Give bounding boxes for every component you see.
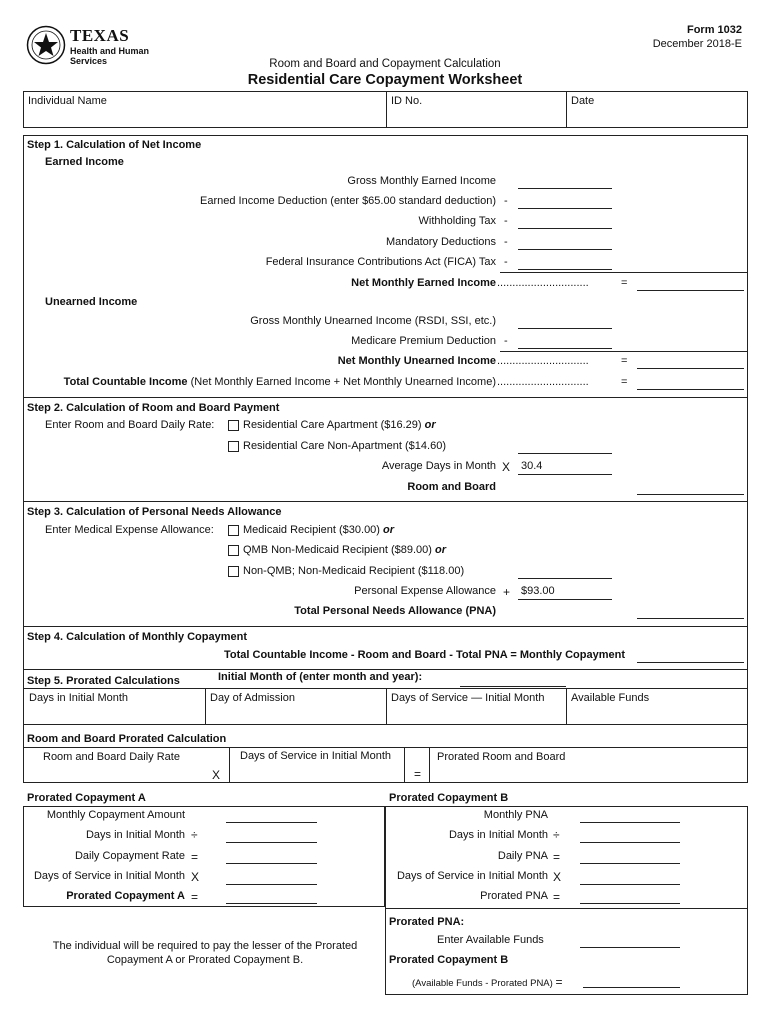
qmb-label: QMB Non-Medicaid Recipient ($89.00) or xyxy=(243,544,446,556)
logo-line3: Services xyxy=(70,56,108,66)
apartment-checkbox[interactable] xyxy=(228,420,239,431)
copay-a-monthly-input[interactable] xyxy=(226,822,317,823)
copay-b-days-label: Days in Initial Month xyxy=(448,829,548,841)
room-board-input[interactable] xyxy=(637,494,744,495)
total-pna-label: Total Personal Needs Allowance (PNA) xyxy=(294,605,496,617)
fica-input[interactable] xyxy=(518,269,612,270)
gross-earned-input[interactable] xyxy=(518,188,612,189)
non-qmb-checkbox[interactable] xyxy=(228,566,239,577)
enter-funds-label: Enter Available Funds xyxy=(437,934,544,946)
rb-x: X xyxy=(212,768,221,782)
copay-b-daily-pna-label: Daily PNA xyxy=(497,850,548,862)
rb-eq: = xyxy=(414,767,422,781)
copay-b-monthly-pna-label: Monthly PNA xyxy=(483,809,548,821)
total-countable-input[interactable] xyxy=(637,389,744,390)
net-unearned-input[interactable] xyxy=(637,368,744,369)
daily-rate-input[interactable] xyxy=(518,453,612,454)
logo-line2: Health and Human xyxy=(70,46,150,56)
step4-title: Step 4. Calculation of Monthly Copayment xyxy=(27,631,248,643)
copay-b-formula: (Available Funds - Prorated PNA) = xyxy=(412,975,563,989)
copay-b-service-label: Days of Service in Initial Month xyxy=(396,870,548,882)
copay-b-result-label: Prorated Copayment B xyxy=(389,954,509,966)
medical-allowance-input[interactable] xyxy=(518,578,612,579)
copay-a-service-label: Days of Service in Initial Month xyxy=(33,870,185,882)
earned-income-title: Earned Income xyxy=(45,156,124,168)
copay-b-prorated-pna-input[interactable] xyxy=(580,903,680,904)
form-date: December 2018-E xyxy=(652,38,742,50)
days-of-service-field[interactable]: Days of Service — Initial Month xyxy=(391,692,545,704)
medicaid-checkbox[interactable] xyxy=(228,525,239,536)
fica-label: Federal Insurance Contributions Act (FICA) Tax xyxy=(265,256,496,268)
earned-deduction-input[interactable] xyxy=(518,208,612,209)
copay-a-title: Prorated Copayment A xyxy=(27,792,146,804)
enter-rate-label: Enter Room and Board Daily Rate: xyxy=(45,419,215,431)
rb-prorated-field[interactable]: Prorated Room and Board xyxy=(437,751,566,763)
lesser-of-note: The individual will be required to pay the lesser of the Prorated Copayment A or Prorated Copayment B. xyxy=(52,940,358,966)
monthly-copayment-input[interactable] xyxy=(637,662,744,663)
personal-expense-value: $93.00 xyxy=(521,585,555,597)
mandatory-input[interactable] xyxy=(518,249,612,250)
enter-allowance-label: Enter Medical Expense Allowance: xyxy=(45,524,214,536)
step1-title: Step 1. Calculation of Net Income xyxy=(27,139,202,151)
step4-formula: Total Countable Income - Room and Board - Total PNA = Monthly Copayment xyxy=(223,649,625,661)
copay-a-days-label: Days in Initial Month xyxy=(85,829,185,841)
gross-earned-label: Gross Monthly Earned Income xyxy=(347,175,496,187)
unearned-income-title: Unearned Income xyxy=(45,296,138,308)
copay-b-service-input[interactable] xyxy=(580,884,680,885)
medicare-label: Medicare Premium Deduction xyxy=(351,335,496,347)
withholding-input[interactable] xyxy=(518,228,612,229)
copay-a-prorated-input[interactable] xyxy=(226,903,317,904)
earned-deduction-label: Earned Income Deduction (enter $65.00 standard deduction) xyxy=(200,195,496,207)
apartment-label: Residential Care Apartment ($16.29) or xyxy=(243,419,436,431)
form-title: Residential Care Copayment Worksheet xyxy=(247,72,523,88)
copay-a-service-input[interactable] xyxy=(226,884,317,885)
medicare-input[interactable] xyxy=(518,348,612,349)
avg-days-label: Average Days in Month xyxy=(381,460,496,472)
withholding-label: Withholding Tax xyxy=(418,215,496,227)
date-field[interactable]: Date xyxy=(571,95,595,107)
logo-state: TEXAS xyxy=(70,26,130,45)
rb-daily-rate-field[interactable]: Room and Board Daily Rate xyxy=(43,751,180,763)
copay-b-prorated-pna-label: Prorated PNA xyxy=(480,890,548,902)
total-countable-label: Total Countable Income (Net Monthly Earned Income + Net Monthly Unearned Income) xyxy=(63,376,496,388)
avg-days-value: 30.4 xyxy=(521,460,543,472)
copay-a-days-input[interactable] xyxy=(226,842,317,843)
copay-a-prorated-label: Prorated Copayment A xyxy=(66,890,185,902)
non-apartment-label: Residential Care Non-Apartment ($14.60) xyxy=(243,440,446,452)
copay-a-monthly-label: Monthly Copayment Amount xyxy=(46,809,185,821)
non-apartment-checkbox[interactable] xyxy=(228,441,239,452)
id-no-field[interactable]: ID No. xyxy=(391,95,423,107)
gross-unearned-label: Gross Monthly Unearned Income (RSDI, SSI, etc.) xyxy=(250,315,496,327)
qmb-checkbox[interactable] xyxy=(228,545,239,556)
copay-b-box xyxy=(385,806,748,995)
copay-a-daily-input[interactable] xyxy=(226,863,317,864)
copay-b-days-input[interactable] xyxy=(580,842,680,843)
copay-b-monthly-pna-input[interactable] xyxy=(580,822,680,823)
mandatory-label: Mandatory Deductions xyxy=(385,236,496,248)
total-pna-input[interactable] xyxy=(637,618,744,619)
step5-title: Step 5. Prorated Calculations xyxy=(27,675,180,687)
medicaid-label: Medicaid Recipient ($30.00) or xyxy=(243,524,395,536)
step3-title: Step 3. Calculation of Personal Needs Allowance xyxy=(27,506,282,518)
day-of-admission-field[interactable]: Day of Admission xyxy=(210,692,295,704)
enter-funds-input[interactable] xyxy=(580,947,680,948)
step2-title: Step 2. Calculation of Room and Board Payment xyxy=(27,402,280,414)
non-qmb-label: Non-QMB; Non-Medicaid Recipient ($118.00) xyxy=(243,565,465,577)
initial-month-label: Initial Month of (enter month and year): xyxy=(218,671,423,683)
initial-month-input[interactable] xyxy=(460,686,566,687)
copay-b-title: Prorated Copayment B xyxy=(389,792,509,804)
rb-days-service-field[interactable]: Days of Service in Initial Month xyxy=(240,750,392,762)
form-subtitle: Room and Board and Copayment Calculation xyxy=(269,58,501,70)
individual-name-field[interactable]: Individual Name xyxy=(28,95,107,107)
form-number: Form 1032 xyxy=(686,24,742,36)
available-funds-field[interactable]: Available Funds xyxy=(571,692,650,704)
personal-expense-label: Personal Expense Allowance xyxy=(354,585,496,597)
copay-b-result-input[interactable] xyxy=(583,987,680,988)
rb-prorated-title: Room and Board Prorated Calculation xyxy=(27,733,227,745)
days-initial-month-field[interactable]: Days in Initial Month xyxy=(29,692,129,704)
net-earned-label: Net Monthly Earned Income xyxy=(351,277,496,289)
gross-unearned-input[interactable] xyxy=(518,328,612,329)
prorated-pna-title: Prorated PNA: xyxy=(389,916,465,928)
net-earned-input[interactable] xyxy=(637,290,744,291)
copay-a-daily-label: Daily Copayment Rate xyxy=(74,850,185,862)
net-unearned-label: Net Monthly Unearned Income xyxy=(337,355,496,367)
room-board-label: Room and Board xyxy=(407,481,496,493)
copay-b-daily-pna-input[interactable] xyxy=(580,863,680,864)
